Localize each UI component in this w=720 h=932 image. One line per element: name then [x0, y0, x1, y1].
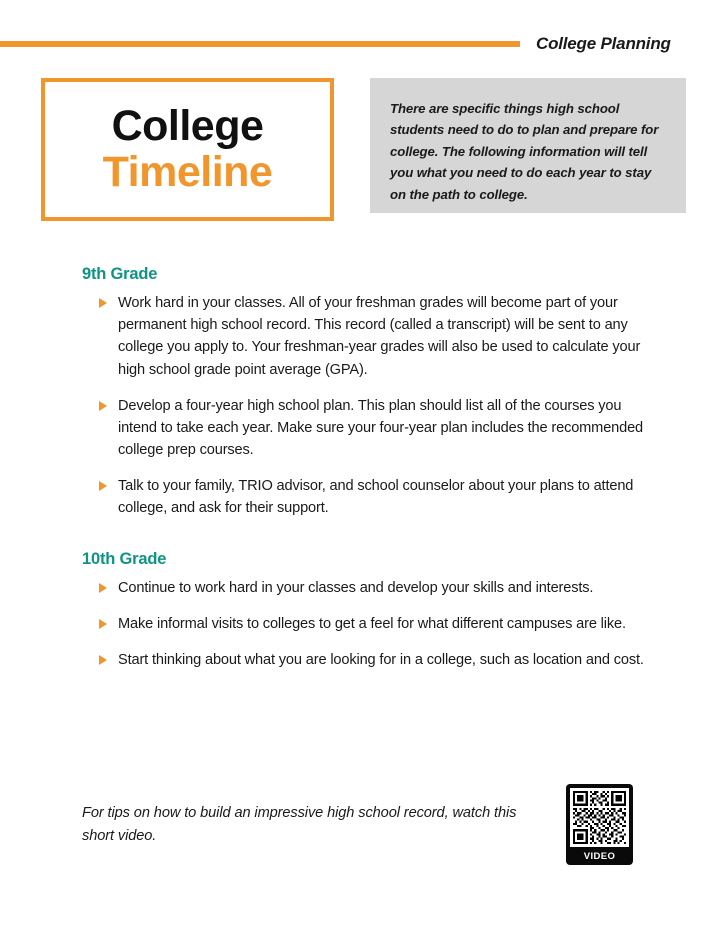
triangle-bullet-icon [99, 298, 107, 308]
triangle-bullet-icon [99, 481, 107, 491]
intro-box [370, 78, 686, 213]
triangle-bullet-icon [99, 619, 107, 629]
qr-code-icon [570, 788, 629, 847]
list-item-text: Make informal visits to colleges to get a feel for what different campuses are like. [118, 615, 626, 632]
bullet-list-10th-grade [82, 577, 652, 672]
triangle-bullet-icon [99, 401, 107, 411]
video-qr-badge[interactable] [566, 784, 633, 865]
section-heading-10th-grade: 10th Grade [82, 549, 167, 568]
page-header [0, 33, 720, 55]
list-item-text: Start thinking about what you are looking for in a college, such as location and cost. [118, 651, 644, 668]
list-item [82, 613, 652, 635]
list-item [82, 292, 652, 381]
content-area [82, 265, 652, 679]
list-item-text: Talk to your family, TRIO advisor, and school counselor about your plans to attend college, and ask for their support. [118, 478, 634, 517]
section-heading-9th-grade: 9th Grade [82, 265, 158, 283]
list-item-text: Work hard in your classes. All of your freshman grades will become part of your permanent high school record. This record (called a transcript) will be sent to any college you apply to. Your freshman-year grades will also be used to calculate your high school grade point average (GPA). [118, 295, 641, 378]
list-item-text: Develop a four-year high school plan. This plan should list all of the courses you intend to take each year. Make sure your four-year plan includes the recommended college prep courses. [118, 397, 644, 459]
list-item [82, 475, 652, 519]
header-title: College Planning [536, 34, 671, 53]
triangle-bullet-icon [99, 583, 107, 593]
triangle-bullet-icon [99, 655, 107, 665]
bullet-list-9th-grade [82, 292, 652, 520]
section-spacer [82, 528, 652, 550]
header-rule [0, 41, 520, 47]
intro-text: There are specific things high school students need to do to plan and prepare for college. The following information will tell you what you need to do each year to stay on the path to college. [390, 101, 659, 202]
title-line-timeline: Timeline [102, 147, 273, 196]
list-item [82, 577, 652, 599]
section-9th-grade [82, 265, 652, 520]
footer-note: For tips on how to build an impressive high school record, watch this short video. [82, 805, 517, 844]
title-box [41, 78, 334, 221]
list-item-text: Continue to work hard in your classes and develop your skills and interests. [118, 579, 594, 596]
list-item [82, 395, 652, 462]
qr-badge-label: VIDEO [583, 850, 616, 862]
section-10th-grade [82, 550, 652, 672]
list-item [82, 649, 652, 671]
title-line-college: College [111, 102, 264, 151]
